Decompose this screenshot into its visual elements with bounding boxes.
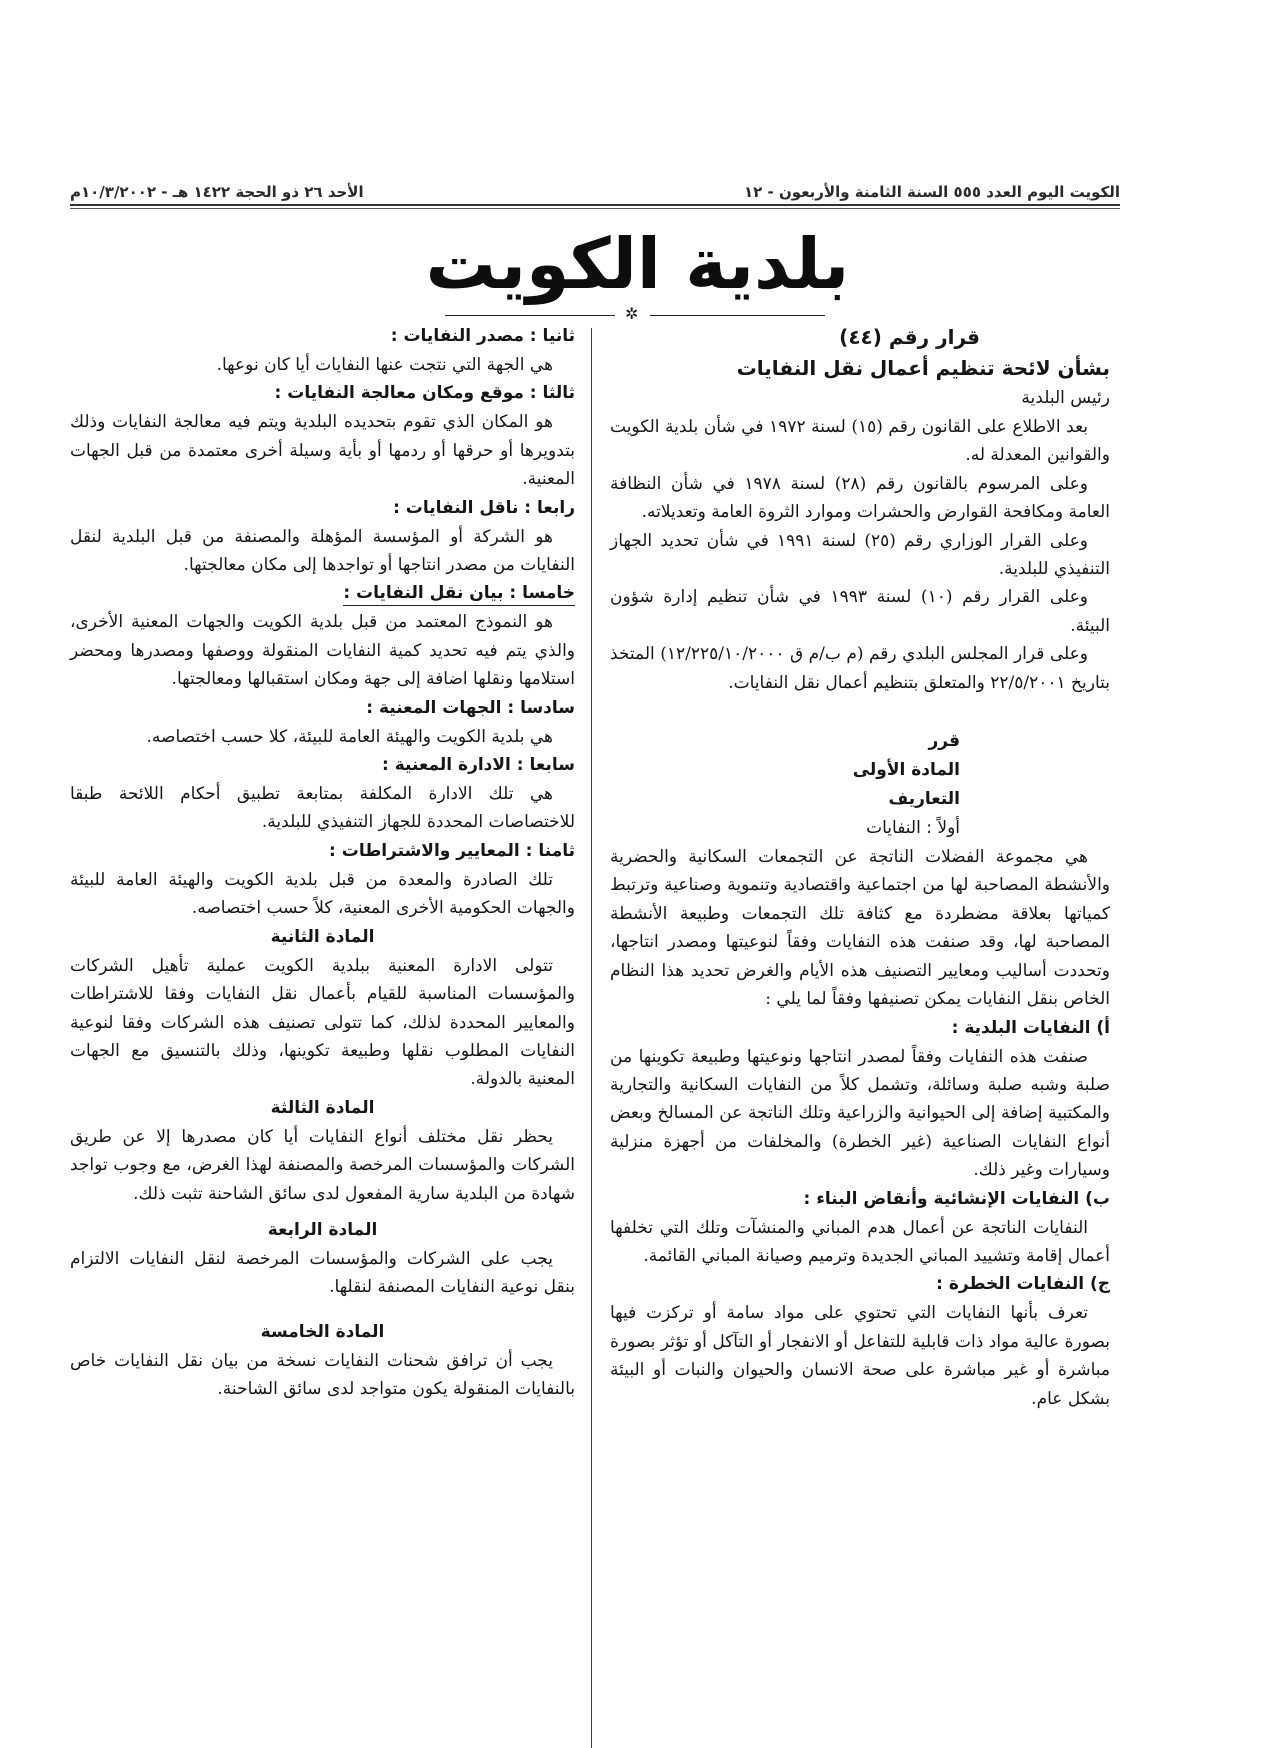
- definition-6-heading: سادسا : الجهات المعنية :: [366, 697, 575, 718]
- preamble-4: وعلى القرار رقم (١٠) لسنة ١٩٩٣ في شأن تنظيم إدارة شؤون البيئة.: [610, 587, 1110, 636]
- article-1-heading: المادة الأولى: [852, 760, 960, 781]
- left-column: [70, 322, 575, 1404]
- preamble-2: وعلى المرسوم بالقانون رقم (٢٨) لسنة ١٩٧٨ في شأن النظافة العامة ومكافحة القوارض والحشرات وموارد الثروة العامة وتعديلاته.: [610, 473, 1110, 523]
- star-icon: ✲: [625, 304, 639, 323]
- definition-8-text: تلك الصادرة والمعدة من قبل بلدية الكويت والهيئة العامة للبيئة والجهات الحكومية الأخرى المعنية، كلاً حسب اختصاصه.: [70, 869, 575, 919]
- preamble-1: بعد الاطلاع على القانون رقم (١٥) لسنة ١٩٧٢ في شأن بلدية الكويت والقوانين المعدلة له.: [610, 417, 1110, 466]
- hazardous-waste-heading: ج) النفايات الخطرة :: [936, 1274, 1110, 1295]
- definition-8-heading: ثامنا : المعايير والاشتراطات :: [329, 840, 575, 861]
- definition-2-text: هي الجهة التي نتجت عنها النفايات أيا كان نوعها.: [216, 355, 553, 375]
- decides-label: قرر: [928, 731, 960, 752]
- article-5-text: يجب أن ترافق شحنات النفايات نسخة من بيان نقل النفايات خاص بالنفايات المنقولة يكون متواجد لدى سائق الشاحنة.: [70, 1350, 575, 1400]
- definition-3-text: هو المكان الذي تقوم بتحديده البلدية ويتم فيه معالجة النفايات وذلك بتدويرها أو حرقها أو ردمها أو بأية وسيلة أخرى معتمدة من قبل الجهات المعنية.: [70, 412, 575, 490]
- construction-waste-text: النفايات الناتجة عن أعمال هدم المباني والمنشآت وتلك التي تخلفها أعمال إقامة وتشييد المباني الجديدة وترميم وصيانة المباني القائمة.: [610, 1217, 1110, 1266]
- masthead-title: بلدية الكويت: [425, 223, 850, 305]
- definition-7-text: هي تلك الادارة المكلفة بمتابعة تطبيق أحكام اللائحة طبقا للاختصاصات المحددة للجهاز التنفيذي للبلدية.: [70, 784, 575, 833]
- masthead-ornament: [445, 304, 825, 323]
- definition-4-heading: رابعا : ناقل النفايات :: [393, 497, 575, 518]
- ornament-line-right: [650, 315, 825, 316]
- decision-number: قرار رقم (٤٤): [839, 325, 980, 349]
- municipal-waste-heading: أ) النفايات البلدية :: [951, 1017, 1110, 1038]
- article-2-heading: المادة الثانية: [270, 926, 375, 947]
- ornament-line-left: [445, 315, 615, 316]
- definition-6-text: هي بلدية الكويت والهيئة العامة للبيئة، كلا حسب اختصاصه.: [146, 726, 553, 747]
- right-column: [610, 322, 1110, 1413]
- construction-waste-heading: ب) النفايات الإنشائية وأنقاض البناء :: [803, 1188, 1110, 1209]
- article-2-text: تتولى الادارة المعنية ببلدية الكويت عملية تأهيل الشركات والمؤسسات المناسبة للقيام بأعمال نقل النفايات وفقا للاشتراطات والمعايير المحددة لذلك، كما تتولى تصنيف هذه الشركات وفقا لنوعية النفايات المطلوب نقلها وطبيعة تكوينها، وذلك بالتنسيق مع الجهات المعنية بالدولة.: [70, 955, 575, 1090]
- definition-7-heading: سابعا : الادارة المعنية :: [382, 755, 575, 776]
- article-4-text: يجب على الشركات والمؤسسات المرخصة لنقل النفايات الالتزام بنقل نوعية النفايات المصنفة لنقلها.: [70, 1248, 575, 1298]
- article-3-heading: المادة الثالثة: [270, 1097, 375, 1118]
- header-rule: [70, 204, 1120, 209]
- definitions-heading: التعاريف: [888, 789, 960, 810]
- article-5-heading: المادة الخامسة: [260, 1321, 385, 1342]
- column-divider: [591, 328, 592, 1748]
- preamble-3: وعلى القرار الوزاري رقم (٢٥) لسنة ١٩٩١ في شأن تحديد الجهاز التنفيذي للبلدية.: [610, 530, 1110, 580]
- definition-4-text: هو الشركة أو المؤسسة المؤهلة والمصنفة من قبل البلدية لنقل النفايات من مصدر انتاجها أو تواجدها إلى مكان معالجتها.: [70, 526, 575, 576]
- issue-date: الأحد ٢٦ ذو الحجة ١٤٢٢ هـ - ١٠/٣/٢٠٠٢م: [70, 183, 364, 201]
- municipal-waste-text: صنفت هذه النفايات وفقاً لمصدر انتاجها ونوعيتها وطبيعة تكوينها من صلبة وشبه صلبة وسائلة، وتشمل كلاً من النفايات السكانية والتجارية والمكتبية إضافة إلى الحيوانية والزراعية وتلك الناتجة عن المسالخ وبعض أنواع النفايات الصناعية (غير الخطرة) والمخلفات من أجهزة منزلية وسيارات وغير ذلك.: [610, 1046, 1110, 1181]
- definition-2-heading: ثانيا : مصدر النفايات :: [390, 326, 575, 346]
- definition-1-heading: أولاً : النفايات: [866, 818, 960, 839]
- definition-5-heading: [70, 579, 575, 608]
- article-3-text: يحظر نقل مختلف أنواع النفايات أيا كان مصدرها إلا عن طريق الشركات والمؤسسات المرخصة والمصنفة لهذا الغرض، مع وجوب تواجد شهادة من البلدية سارية المفعول لدى سائق الشاحنة تثبت ذلك.: [70, 1126, 575, 1204]
- preamble-5: وعلى قرار المجلس البلدي رقم (م ب/م ق ١٢/٢٢٥/١٠/٢٠٠٠) المتخذ بتاريخ ٢٢/٥/٢٠٠١ والمتعلق بتنظيم أعمال نقل النفايات.: [610, 644, 1110, 693]
- definition-5-heading-text: خامسا : بيان نقل النفايات :: [343, 581, 575, 606]
- decision-title: بشأن لائحة تنظيم أعمال نقل النفايات: [736, 356, 1110, 380]
- issuer: رئيس البلدية: [1021, 388, 1110, 408]
- definition-5-text: هو النموذج المعتمد من قبل بلدية الكويت والجهات المعنية الأخرى، والذي يتم فيه تحديد كمية النفايات المنقولة ووصفها ومصدرها ومحضر استلامها ونقلها اضافة إلى جهة ومكان استقبالها ومعالجتها.: [70, 612, 575, 690]
- definition-1-text: هي مجموعة الفضلات الناتجة عن التجمعات السكانية والحضرية والأنشطة المصاحبة لها من اجتماعية واقتصادية وتنموية وصناعية وترتبط كمياتها بعلاقة مضطردة مع كثافة تلك التجمعات وطبيعة الأنشطة المصاحبة لها، وقد صنفت هذه النفايات وفقاً لنوعيتها ومصدر انتاجها، وتحددت أساليب ومعايير التصنيف هذه الأيام والغرض تحديد هذا النظام الخاص بنقل النفايات يمكن تصنيفها وفقاً لما يلي :: [610, 847, 1110, 1010]
- issue-info: الكويت اليوم العدد ٥٥٥ السنة الثامنة والأربعون - ١٢: [744, 183, 1120, 201]
- hazardous-waste-text: تعرف بأنها النفايات التي تحتوي على مواد سامة أو تركزت فيها بصورة عالية مواد ذات قابلية للتفاعل أو الانفجار أو التآكل أو تؤثر بصورة مباشرة أو غير مباشرة على صحة الانسان والحيوان والنبات أو البيئة بشكل عام.: [610, 1303, 1110, 1409]
- definition-3-heading: ثالثا : موقع ومكان معالجة النفايات :: [274, 383, 575, 404]
- article-4-heading: المادة الرابعة: [267, 1219, 378, 1240]
